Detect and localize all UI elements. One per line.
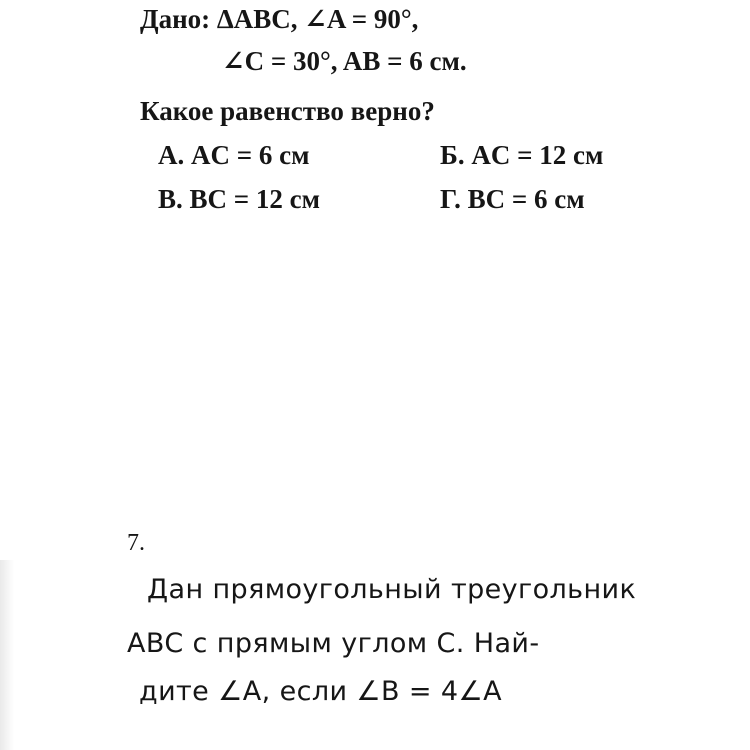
option-g [440, 184, 585, 215]
option-a-text: AC = 6 см [191, 140, 310, 170]
task-line-3: дите ∠A, если ∠B = 4∠A [139, 676, 502, 707]
given-line-2: ∠C = 30°, AB = 6 см. [222, 46, 467, 76]
question-text: Какое равенство верно? [140, 96, 435, 126]
option-b-text: AC = 12 см [471, 140, 604, 170]
option-v [158, 184, 320, 215]
option-a-label: А. [158, 140, 185, 170]
left-edge-shadow [0, 560, 14, 750]
option-b-label: Б. [440, 140, 465, 170]
given-line-1: Дано: ΔABC, ∠A = 90°, [140, 4, 419, 34]
option-v-text: BC = 12 см [189, 184, 321, 214]
option-a [158, 140, 310, 171]
task-number: 7. [127, 530, 145, 556]
option-g-text: BC = 6 см [467, 184, 585, 214]
option-v-label: В. [158, 184, 183, 214]
task-line-2: ABC с прямым углом C. Най- [127, 628, 540, 659]
option-b [440, 140, 603, 171]
task-line-1: Дан прямоугольный треугольник [147, 574, 637, 605]
option-g-label: Г. [440, 184, 461, 214]
